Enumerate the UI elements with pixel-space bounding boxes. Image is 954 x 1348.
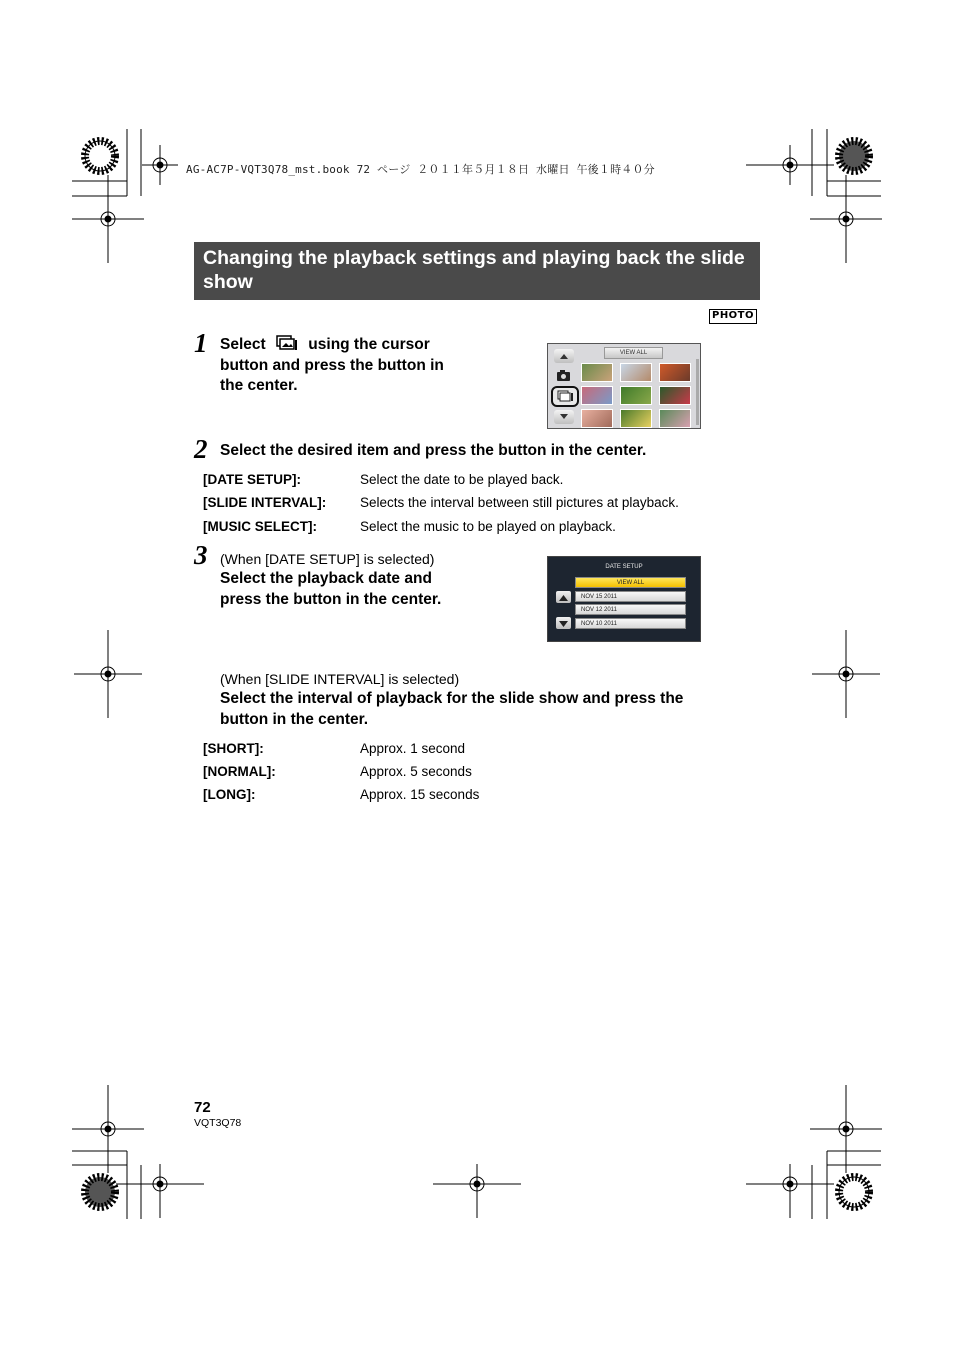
thumbnail-photo[interactable]	[620, 363, 652, 382]
step-1-text-select: Select	[220, 336, 266, 353]
book-header-line: AG-AC7P-VQT3Q78_mst.book 72 ページ ２０１１年５月１８日 水曜日 午後１時４０分	[186, 163, 655, 176]
item-slide-interval-value: Selects the interval between still pictures at playback.	[360, 495, 679, 510]
item-date-setup-value: Select the date to be played back.	[360, 472, 564, 487]
step-1-line-3: the center.	[220, 377, 298, 394]
photo-mode-icon[interactable]	[554, 368, 574, 382]
date-row[interactable]: NOV 15 2011	[575, 591, 686, 602]
step-2-number: 2	[194, 434, 208, 464]
thumbnail-photo[interactable]	[659, 363, 691, 382]
step-3-date-line-1: Select the playback date and	[220, 570, 432, 587]
item-slide-interval-key: [SLIDE INTERVAL]:	[203, 495, 327, 510]
photo-mode-badge: PHOTO	[709, 309, 757, 324]
interval-short-value: Approx. 1 second	[360, 741, 466, 756]
item-music-select-key: [MUSIC SELECT]:	[203, 519, 317, 534]
date-setup-title: DATE SETUP	[605, 564, 643, 570]
interval-normal-value: Approx. 5 seconds	[360, 764, 472, 779]
scroll-up-icon[interactable]	[554, 349, 574, 363]
step-3-interval-line-2: button in the center.	[220, 711, 369, 728]
thumbnail-photo[interactable]	[659, 386, 691, 405]
thumbnail-photo[interactable]	[581, 409, 613, 428]
step-3-interval-line-1: Select the interval of playback for the slide show and press the	[220, 690, 684, 707]
item-date-setup-key: [DATE SETUP]:	[203, 472, 301, 487]
up-arrow-icon[interactable]	[556, 591, 571, 603]
step-3-number: 3	[194, 540, 208, 570]
date-row[interactable]: NOV 12 2011	[575, 604, 686, 615]
interval-long-key: [LONG]:	[203, 787, 256, 802]
step-1-line-2: button and press the button in	[220, 357, 444, 374]
thumbnail-screen	[547, 343, 701, 429]
thumbnail-photo[interactable]	[581, 386, 613, 405]
scrollbar[interactable]	[696, 359, 699, 425]
step-2-text: Select the desired item and press the button in the center.	[220, 442, 647, 459]
condition-slide-interval: (When [SLIDE INTERVAL] is selected)	[220, 671, 460, 687]
date-row[interactable]: NOV 10 2011	[575, 618, 686, 629]
date-setup-screen	[547, 556, 701, 642]
thumbnail-photo[interactable]	[581, 363, 613, 382]
thumbnail-photo[interactable]	[659, 409, 691, 428]
date-row-view-all[interactable]: VIEW ALL	[575, 577, 686, 588]
interval-normal-key: [NORMAL]:	[203, 764, 276, 779]
step-3-date-line-2: press the button in the center.	[220, 591, 442, 608]
slideshow-button-selected[interactable]	[551, 386, 579, 407]
interval-short-key: [SHORT]:	[203, 741, 264, 756]
view-all-button[interactable]: VIEW ALL	[604, 347, 663, 359]
step-1-text-cursor: using the cursor	[308, 336, 430, 353]
interval-long-value: Approx. 15 seconds	[360, 787, 480, 802]
document-code: VQT3Q78	[194, 1117, 242, 1129]
condition-date-setup: (When [DATE SETUP] is selected)	[220, 551, 435, 567]
thumbnail-photo[interactable]	[620, 386, 652, 405]
scroll-down-icon[interactable]	[554, 410, 574, 424]
down-arrow-icon[interactable]	[556, 617, 571, 629]
thumbnail-photo[interactable]	[620, 409, 652, 428]
page-number: 72	[194, 1099, 211, 1116]
section-title: Changing the playback settings and playing back the slide show	[194, 242, 760, 300]
step-1-number: 1	[194, 328, 208, 358]
item-music-select-value: Select the music to be played on playback.	[360, 519, 616, 534]
